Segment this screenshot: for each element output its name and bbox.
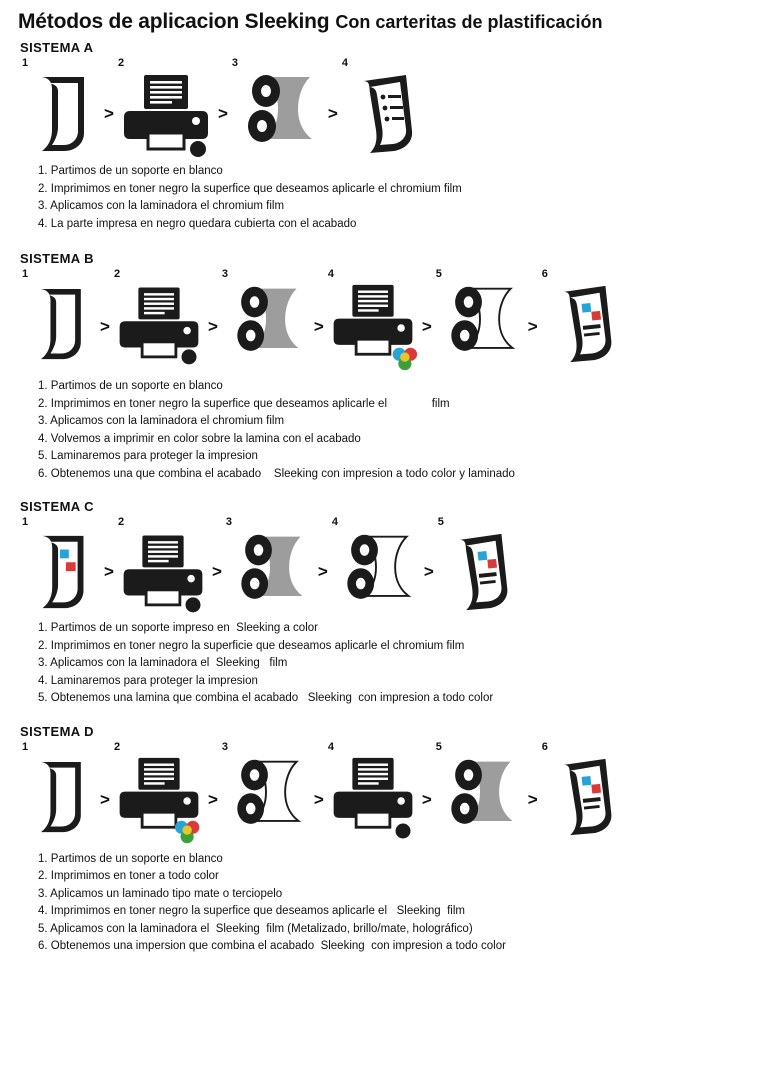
- step-b-2: [114, 268, 204, 368]
- arrow-icon: >: [527, 789, 538, 809]
- step-number: 6: [541, 740, 548, 753]
- step-c-5: [438, 516, 516, 616]
- step-a-2: [118, 57, 214, 159]
- step-d-5: [436, 741, 524, 841]
- step-number: 2: [113, 740, 121, 753]
- system-title-b: SISTEMA B: [20, 251, 94, 266]
- note-item: 2. Imprimimos en toner a todo color: [38, 870, 219, 882]
- step-d-3: [222, 741, 310, 841]
- laminator-rollers-icon: [436, 755, 524, 841]
- step-number: 1: [22, 516, 29, 528]
- finished-color-sheet-icon: [542, 282, 620, 368]
- step-b-3: [222, 268, 310, 368]
- note-item: 1. Partimos de un soporte en blanco: [38, 852, 223, 865]
- step-b-1: [22, 268, 96, 368]
- arrow-icon: >: [104, 104, 114, 123]
- note-item: 5. Laminaremos para proteger la impresion: [38, 450, 258, 462]
- step-number: 5: [435, 268, 442, 280]
- note-item: 4. Volvemos a imprimir en color sobre la lamina con el acabado: [38, 432, 361, 445]
- notes-a: [0, 163, 760, 233]
- blank-sheet-icon: [22, 71, 100, 159]
- printer-black-toner-icon: [114, 282, 204, 368]
- notes-b: [0, 378, 760, 483]
- printer-black-toner-icon: [118, 530, 208, 616]
- arrow-icon: >: [217, 104, 228, 123]
- step-row-a: [0, 57, 760, 159]
- arrow-icon: >: [211, 562, 222, 581]
- step-number: 2: [117, 516, 125, 528]
- page-title: Métodos de aplicacion Sleeking: [18, 10, 330, 33]
- arrow-icon: >: [423, 562, 434, 581]
- arrow-icon: >: [313, 317, 324, 336]
- note-item: 3. Aplicamos un laminado tipo mate o terciopelo: [38, 887, 283, 900]
- arrow-icon: >: [313, 789, 324, 809]
- step-number: 2: [117, 57, 125, 69]
- note-item: 3. Aplicamos con la laminadora el chromium film: [38, 200, 285, 212]
- blank-sheet-icon: [22, 755, 96, 841]
- step-number: 4: [331, 516, 338, 528]
- note-item: 1. Partimos de un soporte en blanco: [38, 165, 223, 177]
- step-d-1: [22, 741, 96, 841]
- poster-header: [0, 0, 760, 34]
- arrow-icon: >: [207, 789, 218, 809]
- arrow-icon: >: [317, 562, 328, 581]
- step-number: 4: [327, 268, 334, 280]
- step-c-4: [332, 516, 420, 616]
- step-number: 3: [225, 516, 232, 528]
- step-c-1: [22, 516, 100, 616]
- step-number: 4: [327, 740, 334, 753]
- arrow-icon: >: [207, 317, 218, 336]
- step-row-b: [0, 268, 760, 374]
- note-item: 3. Aplicamos con la laminadora el chromium film: [38, 415, 285, 427]
- system-title-c: SISTEMA C: [20, 499, 94, 514]
- step-number: 1: [22, 57, 29, 69]
- step-a-4: [342, 57, 420, 159]
- arrow-icon: >: [100, 789, 110, 809]
- note-item: 2. Imprimimos en toner negro la superfice que deseamos aplicarle el chromium film: [38, 182, 462, 195]
- printer-color-toner-icon: [328, 282, 418, 374]
- laminator-sheet-icon: [222, 755, 310, 841]
- step-number: 6: [541, 268, 548, 280]
- arrow-icon: >: [327, 104, 338, 123]
- arrow-icon: >: [104, 562, 114, 581]
- step-b-5: [436, 268, 524, 368]
- step-number: 5: [435, 740, 442, 753]
- system-title-d: SISTEMA D: [20, 723, 94, 739]
- note-item: 6. Obtenemos una que combina el acabado Sleeking con impresion a todo color y laminado: [38, 467, 515, 480]
- step-c-2: [118, 516, 208, 616]
- arrow-icon: >: [421, 789, 432, 809]
- step-a-1: [22, 57, 100, 159]
- system-block-a: [0, 40, 760, 233]
- step-number: 4: [341, 57, 348, 69]
- system-block-b: [0, 251, 760, 483]
- step-number: 1: [22, 268, 29, 280]
- printer-color-toner-icon: [114, 755, 204, 847]
- step-b-4: [328, 268, 418, 374]
- finished-color-sheet-icon: [438, 530, 516, 616]
- step-c-3: [226, 516, 314, 616]
- step-number: 1: [22, 740, 29, 753]
- printer-black-toner-icon: [118, 71, 214, 159]
- blank-sheet-icon: [22, 282, 96, 368]
- note-item: 5. Obtenemos una lamina que combina el acabado Sleeking con impresion a todo color: [38, 692, 494, 704]
- system-block-d: [0, 724, 760, 956]
- laminator-sheet-icon: [332, 530, 420, 616]
- step-row-c: [0, 516, 760, 616]
- arrow-icon: >: [100, 317, 110, 336]
- laminator-sheet-icon: [436, 282, 524, 368]
- laminator-rollers-icon: [232, 71, 324, 159]
- step-row-d: [0, 741, 760, 847]
- step-d-2: [114, 741, 204, 847]
- cmyk-dots-icon: [393, 348, 417, 371]
- note-item: 1. Partimos de un soporte en blanco: [38, 380, 223, 392]
- step-d-4: [328, 741, 418, 847]
- note-item: 3. Aplicamos con la laminadora el Sleeking film: [38, 657, 288, 669]
- laminator-rollers-icon: [222, 282, 310, 368]
- step-d-6: [542, 741, 620, 841]
- system-block-c: [0, 499, 760, 708]
- note-item: 5. Aplicamos con la laminadora el Sleeking film (Metalizado, brillo/mate, holográfico): [38, 922, 473, 935]
- step-b-6: [542, 268, 620, 368]
- finished-sheet-icon: [342, 71, 420, 159]
- notes-c: [0, 620, 760, 708]
- step-number: 5: [437, 516, 444, 528]
- arrow-icon: >: [527, 317, 538, 336]
- note-item: 6. Obtenemos una impersion que combina el acabado Sleeking con impresion a todo color: [38, 940, 506, 952]
- note-item: 2. Imprimimos en toner negro la superfice que deseamos aplicarle el film: [38, 397, 450, 410]
- note-item: 2. Imprimimos en toner negro la superficie que deseamos aplicarle el chromium film: [38, 639, 465, 652]
- note-item: 4. La parte impresa en negro quedara cubierta con el acabado: [38, 217, 357, 230]
- notes-d: [0, 851, 760, 956]
- color-printed-sheet-icon: [22, 530, 100, 616]
- note-item: 4. Imprimimos en toner negro la superfice que deseamos aplicarle el Sleeking film: [38, 905, 465, 917]
- step-number: 3: [221, 740, 228, 753]
- cmyk-dots-icon: [175, 820, 199, 843]
- step-number: 3: [221, 268, 228, 280]
- step-number: 3: [231, 57, 238, 69]
- step-a-3: [232, 57, 324, 159]
- system-title-a: SISTEMA A: [20, 40, 94, 55]
- page-subtitle: Con carteritas de plastificación: [335, 12, 603, 32]
- note-item: 1. Partimos de un soporte impreso en Sleeking a color: [38, 622, 318, 634]
- note-item: 4. Laminaremos para proteger la impresion: [38, 674, 258, 687]
- finished-color-sheet-icon: [542, 755, 620, 841]
- laminator-rollers-icon: [226, 530, 314, 616]
- printer-black-toner-icon: [328, 755, 418, 847]
- step-number: 2: [113, 268, 121, 280]
- arrow-icon: >: [421, 317, 432, 336]
